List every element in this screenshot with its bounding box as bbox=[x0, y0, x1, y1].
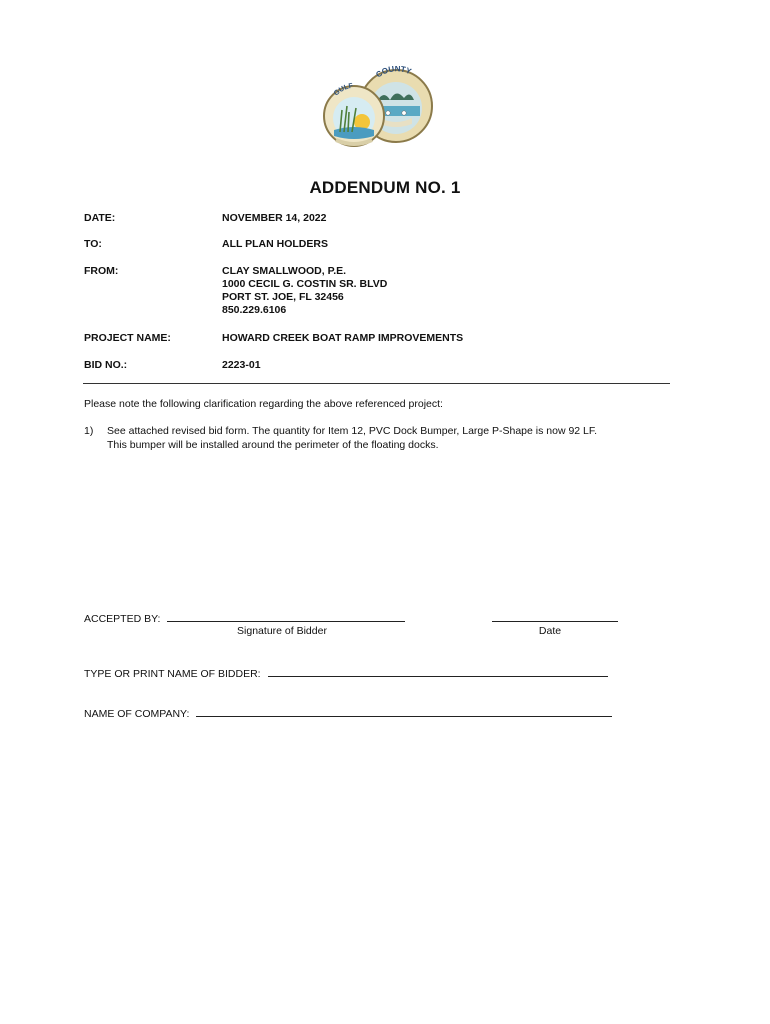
item-number: 1) bbox=[84, 425, 94, 437]
to-label: TO: bbox=[84, 238, 102, 250]
date-value: NOVEMBER 14, 2022 bbox=[222, 212, 327, 224]
bid-label: BID NO.: bbox=[84, 359, 128, 371]
from-name: CLAY SMALLWOOD, P.E. bbox=[222, 265, 347, 277]
to-value: ALL PLAN HOLDERS bbox=[222, 238, 328, 250]
item-line-2: This bumper will be installed around the perimeter of the floating docks. bbox=[107, 439, 439, 451]
item-text bbox=[107, 424, 667, 452]
gulf-county-seal-logo bbox=[318, 66, 438, 154]
signature-caption: Signature of Bidder bbox=[237, 625, 327, 637]
item-line-1: See attached revised bid form. The quantity for Item 12, PVC Dock Bumper, Large P-Shape is now 92 LF. bbox=[107, 425, 598, 437]
signature-line[interactable] bbox=[167, 611, 405, 622]
from-address-block bbox=[222, 265, 642, 317]
accepted-by-row bbox=[84, 611, 405, 625]
intro-text: Please note the following clarification regarding the above referenced project: bbox=[84, 398, 443, 410]
from-phone: 850.229.6106 bbox=[222, 304, 287, 316]
logo-county-text: COUNTY bbox=[374, 66, 413, 80]
from-city: PORT ST. JOE, FL 32456 bbox=[222, 291, 344, 303]
logo-gulf-text: GULF bbox=[332, 82, 354, 98]
project-value: HOWARD CREEK BOAT RAMP IMPROVEMENTS bbox=[222, 332, 464, 344]
date-caption: Date bbox=[538, 625, 562, 637]
from-label: FROM: bbox=[84, 265, 119, 277]
date-line-wrap bbox=[492, 611, 618, 625]
accepted-by-label: ACCEPTED BY: bbox=[84, 613, 161, 625]
from-street: 1000 CECIL G. COSTIN SR. BLVD bbox=[222, 278, 388, 290]
print-name-label: TYPE OR PRINT NAME OF BIDDER: bbox=[84, 668, 261, 680]
date-label: DATE: bbox=[84, 212, 116, 224]
company-line[interactable] bbox=[196, 706, 612, 717]
header-divider bbox=[83, 383, 670, 384]
print-name-row bbox=[84, 666, 608, 680]
bid-value: 2223-01 bbox=[222, 359, 261, 371]
print-name-line[interactable] bbox=[268, 666, 608, 677]
document-title: ADDENDUM NO. 1 bbox=[309, 178, 461, 197]
project-label: PROJECT NAME: bbox=[84, 332, 171, 344]
company-label: NAME OF COMPANY: bbox=[84, 708, 190, 720]
date-line[interactable] bbox=[492, 611, 618, 622]
company-row bbox=[84, 706, 612, 720]
